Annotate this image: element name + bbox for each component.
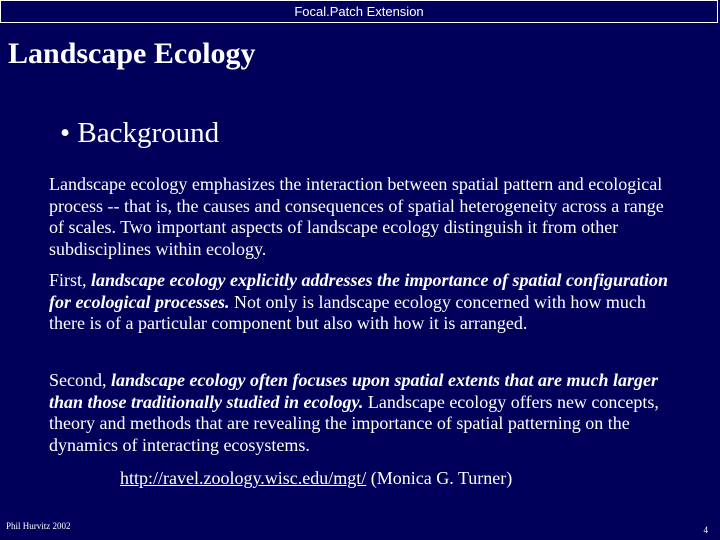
paragraph-second-lead: Second, <box>49 370 111 390</box>
bullet-heading: • Background <box>60 117 220 149</box>
paragraph-first <box>49 270 669 335</box>
header-label: Focal.Patch Extension <box>294 4 424 19</box>
reference-link[interactable]: http://ravel.zoology.wisc.edu/mgt/ <box>120 468 367 488</box>
slide-title: Landscape Ecology <box>8 37 256 70</box>
reference-author: (Monica G. Turner) <box>366 468 513 488</box>
paragraph-first-rest: Not only is landscape ecology concerned with how much there is of a particular component but also with how it is arranged. <box>49 291 646 333</box>
paragraph-second <box>49 370 669 456</box>
paragraph-intro: Landscape ecology emphasizes the interaction between spatial pattern and ecological process -- that is, the causes and consequences of spatial heterogeneity across a range of scales. Two important aspects of landscape ecology distinguish it from other subdisciplines within ecology. <box>49 174 664 259</box>
reference-line <box>120 467 512 489</box>
paragraph-second-emphasis: landscape ecology often focuses upon spatial extents that are much larger than those traditionally studied in ecology. <box>49 370 658 412</box>
page-number: 4 <box>703 525 708 535</box>
footer-author: Phil Hurvitz 2002 <box>6 521 71 531</box>
slide-header-bar <box>0 0 718 23</box>
paragraph-first-emphasis: landscape ecology explicitly addresses the importance of spatial configuration for ecological processes. <box>49 270 668 312</box>
paragraph-second-rest: Landscape ecology offers new concepts, theory and methods that are revealing the importance of spatial patterning on the dynamics of interacting ecosystems. <box>49 391 659 455</box>
paragraph-first-lead: First, <box>49 270 92 290</box>
